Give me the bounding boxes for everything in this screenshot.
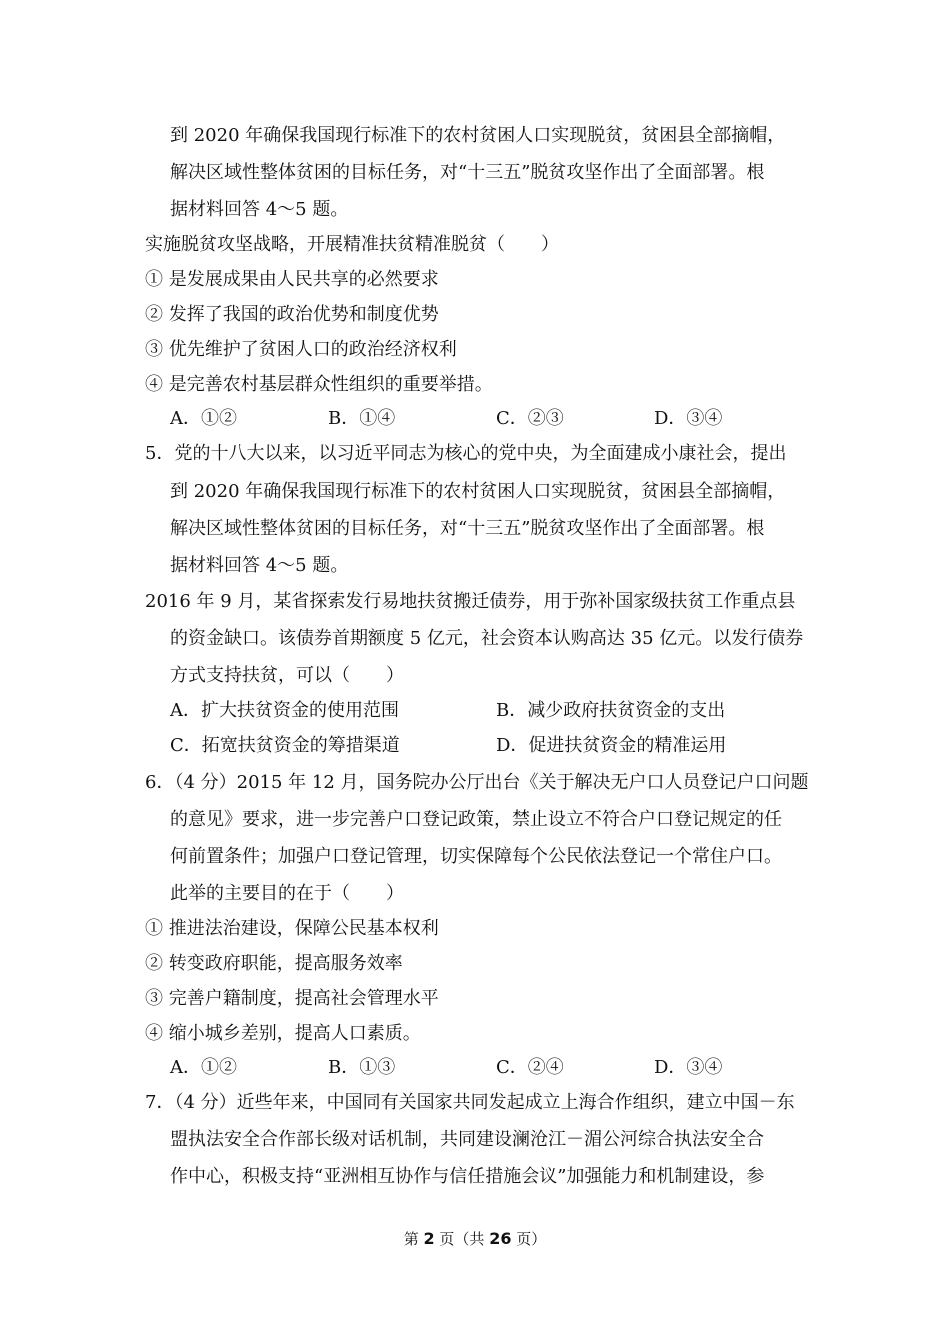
- q4-options: [0, 407, 950, 431]
- q4-item-3: ③ 优先维护了贫困人口的政治经济权利: [145, 339, 457, 360]
- q6-option-b[interactable]: B．①③: [328, 1057, 396, 1078]
- q4-option-c[interactable]: C．②③: [496, 408, 564, 429]
- q5-text-line-2: 到 2020 年确保我国现行标准下的农村贫困人口实现脱贫，贫困县全部摘帽，: [170, 481, 786, 502]
- q6-item-4: ④ 缩小城乡差别，提高人口素质。: [145, 1023, 421, 1044]
- footer-middle: 页（共: [434, 1230, 490, 1248]
- q5-text-line-4: 据材料回答 4～5 题。: [170, 555, 349, 576]
- q4-item-4: ④ 是完善农村基层群众性组织的重要举措。: [145, 374, 493, 395]
- q6-option-a[interactable]: A．①②: [170, 1057, 237, 1078]
- q6-options: [0, 1056, 950, 1080]
- q5-stem-line-2: 的资金缺口。该债券首期额度 5 亿元，社会资本认购高达 35 亿元。以发行债券: [170, 628, 804, 649]
- q4-option-d[interactable]: D．③④: [654, 408, 723, 429]
- q4-item-2: ② 发挥了我国的政治优势和制度优势: [145, 304, 439, 325]
- q6-text-line-1: 6．（4 分）2015 年 12 月，国务院办公厅出台《关于解决无户口人员登记户口问题: [145, 772, 809, 793]
- q4-text-line-3: 据材料回答 4～5 题。: [170, 199, 349, 220]
- q4-stem: 实施脱贫攻坚战略，开展精准扶贫精准脱贫（ ）: [145, 234, 559, 255]
- q7-text-line-3: 作中心，积极支持“亚洲相互协作与信任措施会议”加强能力和机制建设，参: [170, 1166, 765, 1187]
- footer-total-pages: 26: [489, 1229, 512, 1248]
- q6-option-c[interactable]: C．②④: [496, 1057, 564, 1078]
- q4-text-line-1: 到 2020 年确保我国现行标准下的农村贫困人口实现脱贫，贫困县全部摘帽，: [170, 125, 786, 146]
- q6-option-d[interactable]: D．③④: [654, 1057, 723, 1078]
- q6-item-1: ① 推进法治建设，保障公民基本权利: [145, 918, 439, 939]
- q6-text-line-4: 此举的主要目的在于（ ）: [170, 883, 404, 904]
- q7-text-line-2: 盟执法安全合作部长级对话机制，共同建设澜沧江－湄公河综合执法安全合: [170, 1129, 764, 1150]
- q5-text-line-1: 5．党的十八大以来，以习近平同志为核心的党中央，为全面建成小康社会，提出: [145, 443, 787, 464]
- q6-text-line-2: 的意见》要求，进一步完善户口登记政策，禁止设立不符合户口登记规定的任: [170, 809, 782, 830]
- q6-text-line-3: 何前置条件；加强户口登记管理，切实保障每个公民依法登记一个常住户口。: [170, 846, 782, 867]
- footer-prefix: 第: [403, 1230, 424, 1248]
- q5-stem-line-1: 2016 年 9 月，某省探索发行易地扶贫搬迁债券，用于弥补国家级扶贫工作重点县: [145, 591, 796, 612]
- q5-options-row-1: [0, 699, 950, 723]
- q5-option-d[interactable]: D．促进扶贫资金的精准运用: [496, 735, 727, 756]
- q4-text-line-2: 解决区域性整体贫困的目标任务，对“十三五”脱贫攻坚作出了全面部署。根: [170, 162, 765, 183]
- page-footer: [0, 1228, 950, 1250]
- q5-options-row-2: [0, 734, 950, 758]
- q5-option-c[interactable]: C．拓宽扶贫资金的筹措渠道: [170, 735, 400, 756]
- q6-item-3: ③ 完善户籍制度，提高社会管理水平: [145, 988, 439, 1009]
- q5-stem-line-3: 方式支持扶贫，可以（ ）: [170, 665, 404, 686]
- q5-option-a[interactable]: A．扩大扶贫资金的使用范围: [170, 700, 399, 721]
- q5-text-line-3: 解决区域性整体贫困的目标任务，对“十三五”脱贫攻坚作出了全面部署。根: [170, 518, 765, 539]
- footer-suffix: 页）: [511, 1230, 547, 1248]
- q4-option-b[interactable]: B．①④: [328, 408, 396, 429]
- q7-text-line-1: 7．（4 分）近些年来，中国同有关国家共同发起成立上海合作组织，建立中国－东: [145, 1092, 795, 1113]
- q6-item-2: ② 转变政府职能，提高服务效率: [145, 953, 403, 974]
- q4-item-1: ① 是发展成果由人民共享的必然要求: [145, 269, 439, 290]
- q4-option-a[interactable]: A．①②: [170, 408, 237, 429]
- q5-option-b[interactable]: B．减少政府扶贫资金的支出: [496, 700, 726, 721]
- footer-page-number: 2: [423, 1229, 435, 1248]
